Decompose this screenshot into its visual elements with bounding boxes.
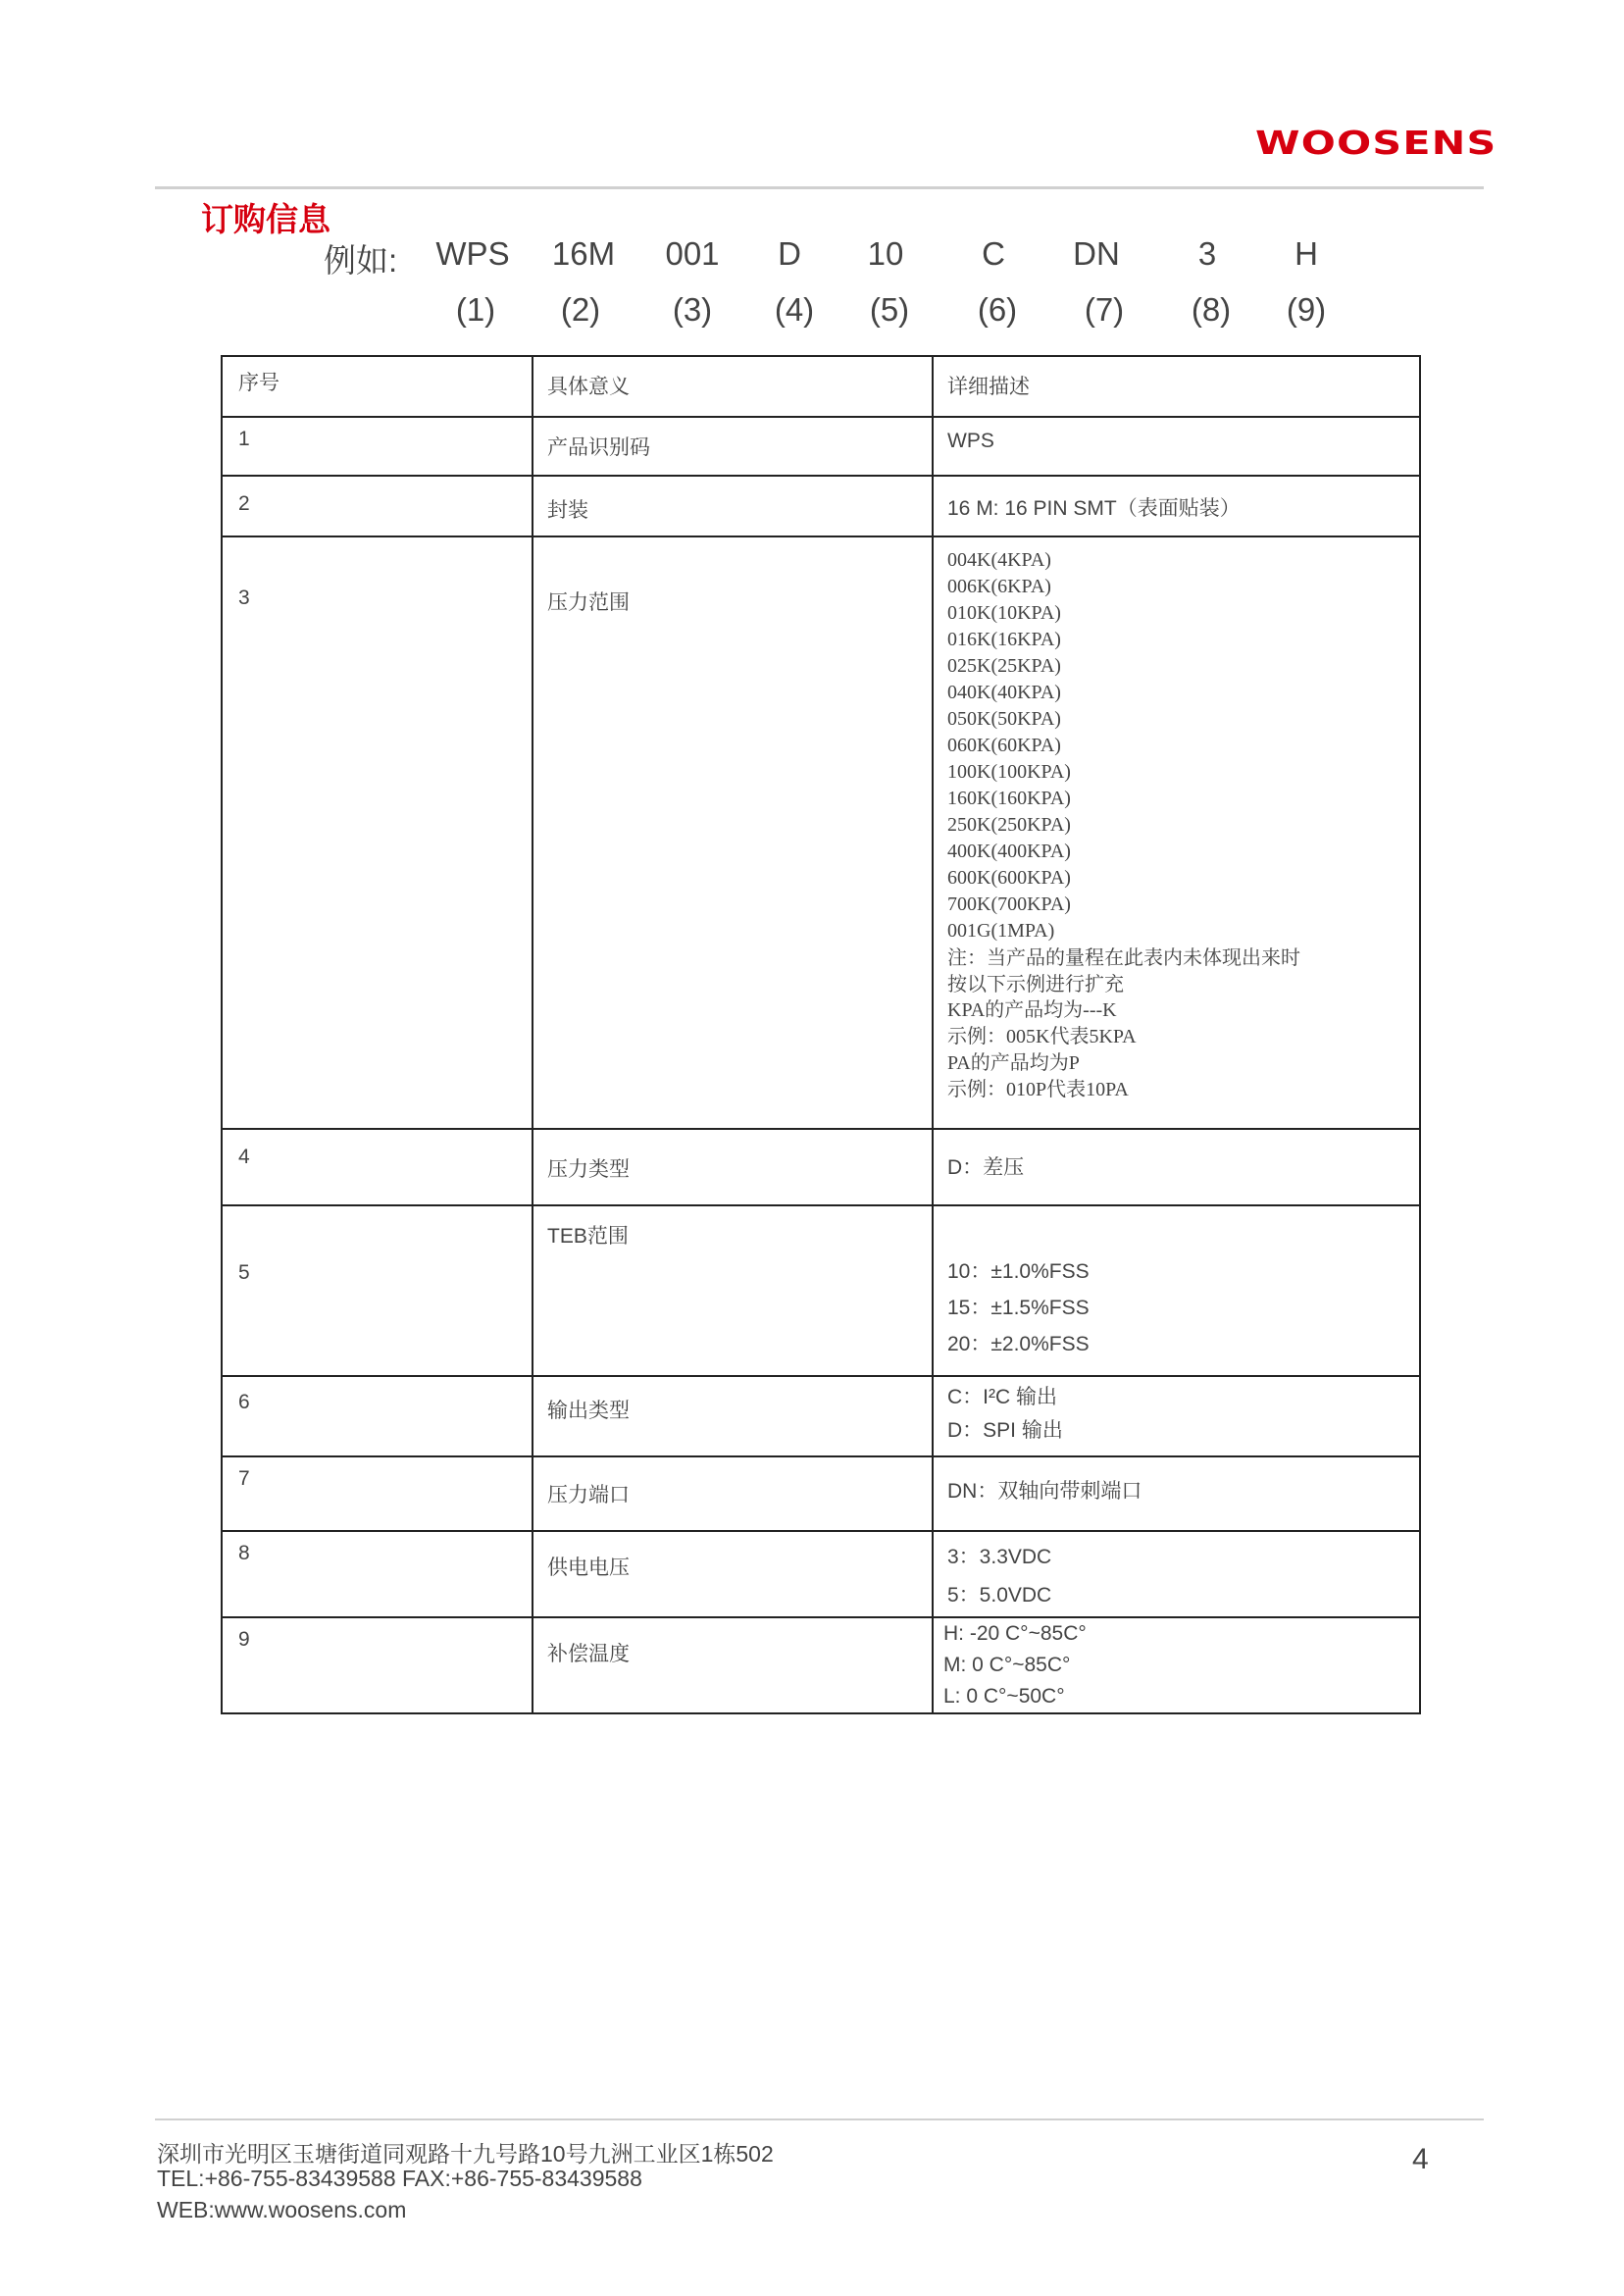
note-line: PA的产品均为P — [947, 1052, 1080, 1074]
row-meaning: TEB范围 — [547, 1225, 629, 1248]
list-item: 5：5.0VDC — [947, 1584, 1052, 1607]
header-cell-desc — [933, 356, 1420, 417]
list-item: 016K(16KPA) — [947, 629, 1061, 650]
list-item: 001G(1MPA) — [947, 920, 1055, 942]
list-item: 004K(4KPA) — [947, 549, 1051, 571]
row-desc: WPS — [947, 430, 994, 452]
row-no: 7 — [238, 1467, 250, 1490]
list-item: 040K(40KPA) — [947, 682, 1061, 703]
list-item: 160K(160KPA) — [947, 788, 1071, 809]
note-line: KPA的产品均为---K — [947, 999, 1117, 1021]
list-item: 025K(25KPA) — [947, 655, 1061, 677]
row-meaning: 产品识别码 — [547, 436, 650, 459]
code-3: 001 — [665, 235, 720, 272]
page-number: 4 — [1412, 2143, 1429, 2175]
row-no: 8 — [238, 1542, 250, 1564]
row-no: 5 — [238, 1261, 250, 1284]
compensation-temp-list — [934, 1618, 1419, 1712]
list-item: 3：3.3VDC — [947, 1546, 1052, 1568]
row-no: 6 — [238, 1391, 250, 1413]
list-item: 20：±2.0%FSS — [947, 1333, 1090, 1355]
note-line: 示例：005K代表5KPA — [947, 1026, 1137, 1047]
table-header-row — [222, 356, 1420, 417]
header-rule — [155, 186, 1484, 189]
row-meaning: 压力类型 — [547, 1158, 630, 1181]
index-5: (5) — [869, 291, 910, 328]
row-meaning: 封装 — [547, 499, 588, 522]
code-1: WPS — [435, 235, 510, 272]
list-item: C：I²C 输出 — [947, 1386, 1057, 1408]
row-desc: 16 M: 16 PIN SMT（表面贴装） — [947, 497, 1241, 520]
row-no: 9 — [238, 1628, 250, 1651]
index-9: (9) — [1286, 291, 1327, 328]
row-meaning: 压力端口 — [547, 1484, 630, 1506]
index-2: (2) — [560, 291, 601, 328]
supply-voltage-list — [934, 1532, 1419, 1614]
header-cell-meaning — [533, 356, 933, 417]
teb-range-list — [934, 1206, 1419, 1362]
list-item: D：SPI 输出 — [947, 1419, 1063, 1442]
header-desc-label: 详细描述 — [947, 376, 1030, 398]
table-row — [222, 1456, 1420, 1531]
note-line: 示例：010P代表10PA — [947, 1079, 1129, 1100]
ordering-info-table — [221, 355, 1421, 1714]
row-no: 1 — [238, 428, 250, 450]
example-label: 例如: — [324, 242, 398, 279]
list-item: 050K(50KPA) — [947, 708, 1061, 730]
code-2: 16M — [551, 235, 616, 272]
code-9: H — [1294, 235, 1318, 272]
footer-rule — [155, 2118, 1484, 2120]
row-no: 2 — [238, 492, 250, 515]
note-line: 按以下示例进行扩充 — [947, 972, 1124, 995]
woosens-logo: WOOSENS — [1255, 124, 1497, 162]
footer-contact: TEL:+86-755-83439588 FAX:+86-755-83439588 — [157, 2166, 642, 2191]
list-item: 006K(6KPA) — [947, 576, 1051, 597]
table-row — [222, 417, 1420, 476]
header-meaning-label: 具体意义 — [547, 376, 630, 398]
index-4: (4) — [774, 291, 815, 328]
note-line: 注：当产品的量程在此表内未体现出来时 — [947, 945, 1300, 969]
list-item: 400K(400KPA) — [947, 841, 1071, 862]
code-4: D — [778, 235, 801, 272]
header-no-label: 序号 — [238, 372, 279, 394]
list-item: 100K(100KPA) — [947, 761, 1071, 783]
row-no: 3 — [238, 587, 250, 609]
list-item: H: -20 C°~85C° — [943, 1622, 1087, 1645]
code-7: DN — [1073, 235, 1120, 272]
section-title: 订购信息 — [201, 200, 330, 238]
list-item: 15：±1.5%FSS — [947, 1297, 1090, 1319]
table-row — [222, 1205, 1420, 1376]
footer-web[interactable]: WEB:www.woosens.com — [157, 2197, 407, 2222]
row-meaning: 压力范围 — [547, 591, 630, 614]
list-item: 250K(250KPA) — [947, 814, 1071, 836]
index-8: (8) — [1191, 291, 1232, 328]
list-item: 060K(60KPA) — [947, 735, 1061, 756]
table-row — [222, 476, 1420, 536]
code-5: 10 — [867, 235, 904, 272]
list-item: L: 0 C°~50C° — [943, 1685, 1065, 1708]
row-meaning: 补偿温度 — [547, 1643, 630, 1665]
row-desc: D：差压 — [947, 1156, 1025, 1179]
table-row — [222, 1617, 1420, 1713]
row-meaning: 输出类型 — [547, 1400, 630, 1422]
pressure-range-list — [934, 537, 1419, 1103]
list-item: 10：±1.0%FSS — [947, 1260, 1090, 1283]
index-7: (7) — [1084, 291, 1125, 328]
table-row — [222, 536, 1420, 1129]
row-no: 4 — [238, 1146, 250, 1168]
table-row — [222, 1129, 1420, 1205]
code-8: 3 — [1197, 235, 1217, 272]
list-item: 700K(700KPA) — [947, 893, 1071, 915]
index-6: (6) — [977, 291, 1018, 328]
list-item: 600K(600KPA) — [947, 867, 1071, 889]
index-1: (1) — [455, 291, 496, 328]
list-item: M: 0 C°~85C° — [943, 1654, 1071, 1676]
footer-address: 深圳市光明区玉塘街道同观路十九号路10号九洲工业区1栋502 — [157, 2141, 774, 2167]
header-cell-no — [222, 356, 533, 417]
table-row — [222, 1376, 1420, 1456]
row-meaning: 供电电压 — [547, 1556, 630, 1579]
table-row — [222, 1531, 1420, 1617]
code-6: C — [982, 235, 1005, 272]
index-3: (3) — [672, 291, 713, 328]
list-item: 010K(10KPA) — [947, 602, 1061, 624]
output-type-list — [934, 1377, 1419, 1448]
row-desc: DN：双轴向带刺端口 — [947, 1480, 1142, 1503]
